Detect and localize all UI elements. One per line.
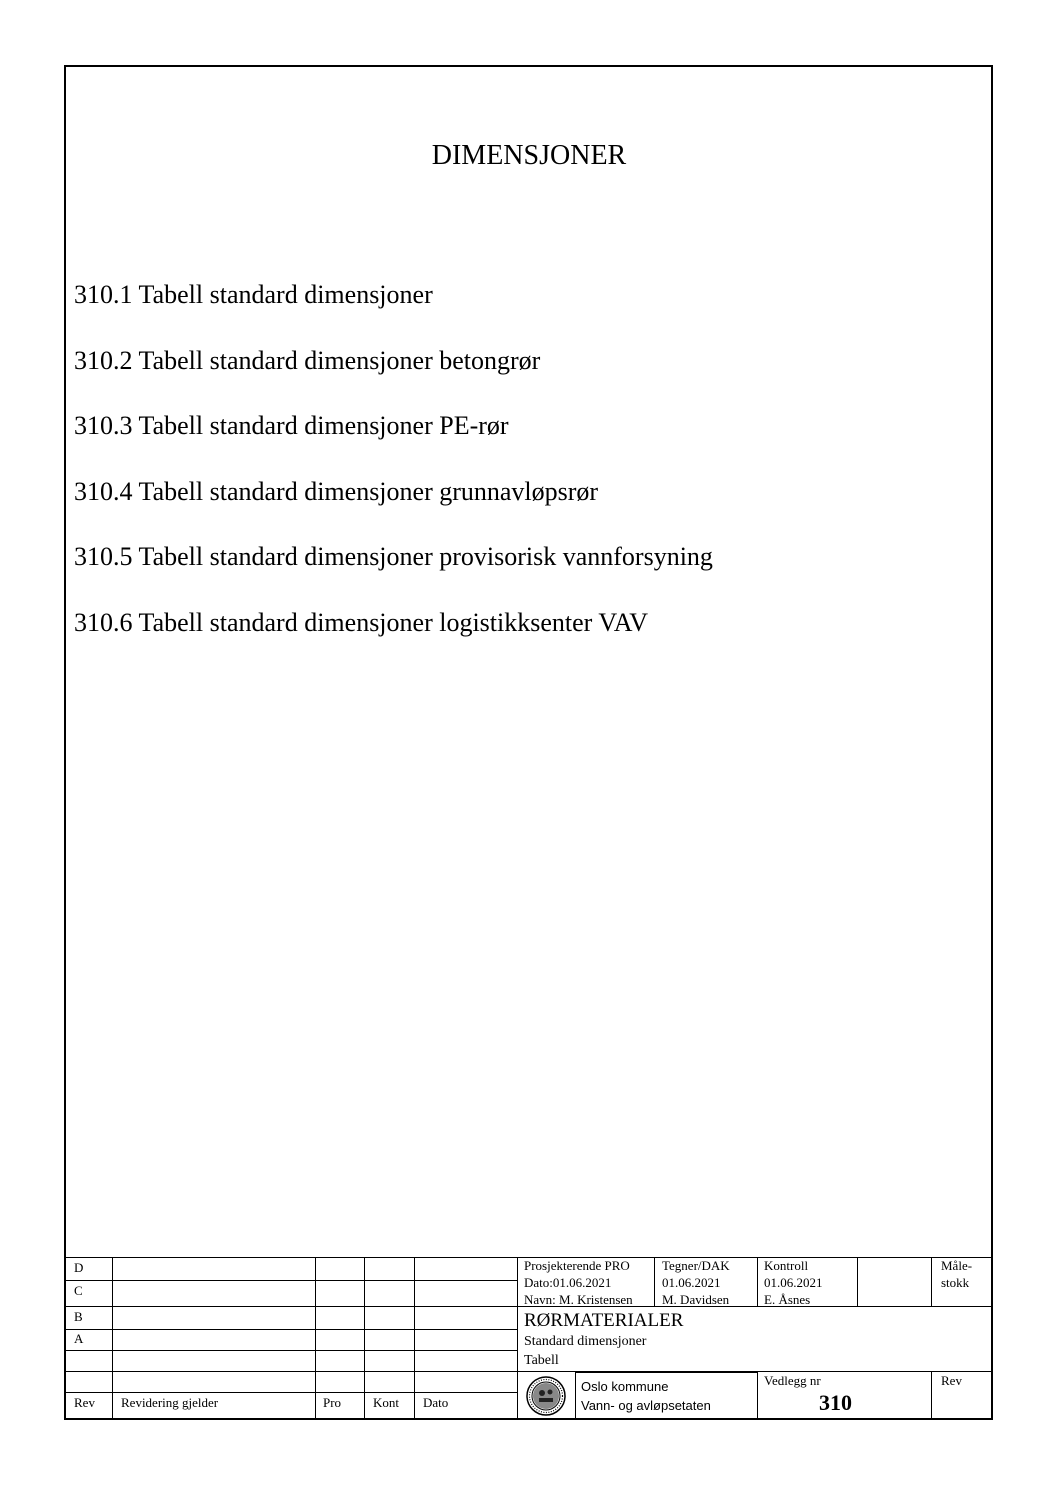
cell-divider (857, 1257, 858, 1306)
rev-label: Rev (941, 1373, 962, 1388)
toc-item: 310.1 Tabell standard dimensjoner (74, 280, 433, 309)
table-of-contents (74, 278, 713, 671)
rev-row-line (64, 1350, 518, 1351)
org-unit: Vann- og avløpsetaten (581, 1398, 711, 1413)
rev-col-line (364, 1257, 365, 1419)
control-name: E. Åsnes (764, 1292, 811, 1307)
designer-name: Navn: M. Kristensen (524, 1292, 633, 1307)
drawing-subtitle: Standard dimensjoner (524, 1334, 647, 1349)
rev-row-line (64, 1329, 518, 1330)
oslo-kommune-seal-icon (525, 1375, 567, 1417)
rev-col-line (414, 1257, 415, 1419)
cell-divider (757, 1371, 758, 1419)
org-name: Oslo kommune (581, 1379, 669, 1394)
attachment-label: Vedlegg nr (764, 1373, 821, 1388)
rev-row-line (64, 1280, 518, 1281)
attachment-number: 310 (819, 1390, 852, 1415)
rev-row-line (64, 1371, 993, 1372)
rev-letter: C (74, 1283, 83, 1298)
cell-divider (931, 1257, 932, 1306)
drafter-label: Tegner/DAK (662, 1258, 730, 1273)
rev-col-line (517, 1257, 518, 1419)
drawing-title: RØRMATERIALER (524, 1310, 684, 1331)
designer-label: Prosjekterende PRO (524, 1258, 630, 1273)
control-label: Kontroll (764, 1258, 809, 1273)
rev-header: Rev (74, 1395, 95, 1410)
cell-divider (654, 1257, 655, 1306)
designer-date: Dato:01.06.2021 (524, 1275, 612, 1290)
pro-header: Pro (323, 1395, 342, 1410)
rev-col-line (315, 1257, 316, 1419)
cell-divider (931, 1371, 932, 1419)
control-date: 01.06.2021 (764, 1275, 823, 1290)
toc-item: 310.6 Tabell standard dimensjoner logistikksenter VAV (74, 607, 648, 637)
scale-label: stokk (941, 1275, 970, 1290)
page-title: DIMENSJONER (431, 140, 627, 171)
toc-item: 310.5 Tabell standard dimensjoner provisorisk vannforsyning (74, 542, 713, 571)
rev-col-line (112, 1257, 113, 1419)
rev-row-line (64, 1392, 518, 1393)
drafter-date: 01.06.2021 (662, 1275, 721, 1290)
drawing-frame (64, 65, 993, 1420)
toc-item: 310.4 Tabell standard dimensjoner grunnavløpsrør (74, 476, 599, 506)
toc-item: 310.2 Tabell standard dimensjoner betongrør (74, 345, 541, 375)
kont-header: Kont (373, 1395, 399, 1410)
cell-divider (757, 1257, 758, 1306)
drafter-name: M. Davidsen (662, 1292, 730, 1307)
dato-header: Dato (423, 1395, 449, 1410)
scale-label: Måle- (941, 1258, 973, 1273)
rev-letter: D (74, 1260, 84, 1275)
revision-applies-header: Revidering gjelder (121, 1395, 219, 1410)
rev-letter: B (74, 1309, 83, 1324)
rev-letter: A (74, 1331, 84, 1346)
toc-item: 310.3 Tabell standard dimensjoner PE-rør (74, 411, 509, 440)
drawing-type: Tabell (524, 1353, 559, 1368)
